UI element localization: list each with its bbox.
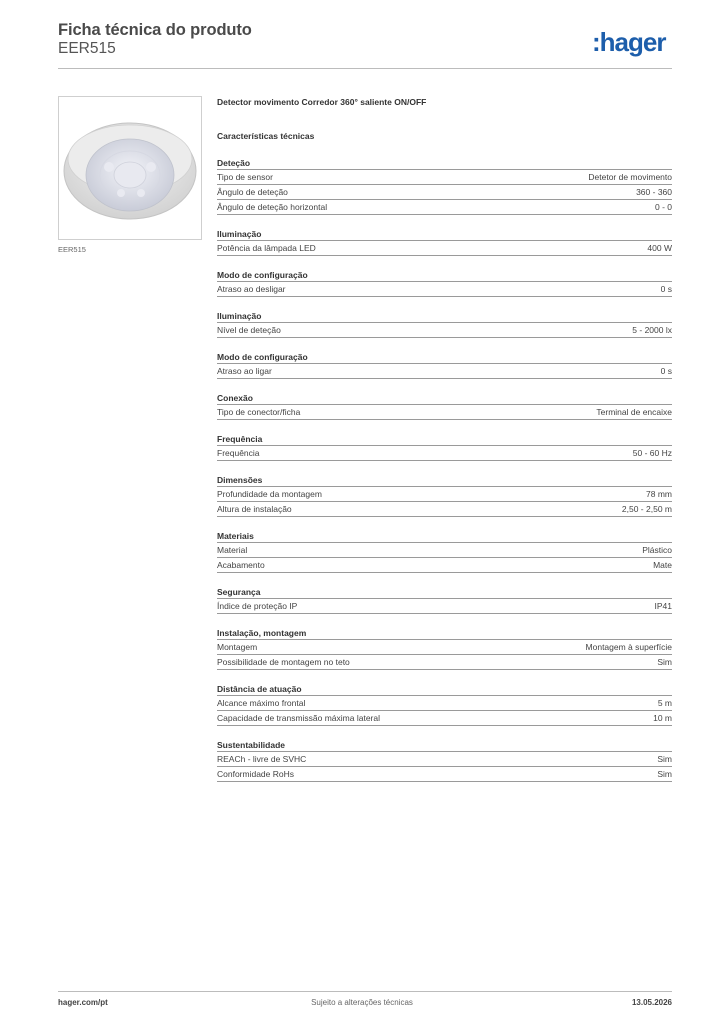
motion-detector-illustration	[59, 97, 201, 239]
spec-row	[217, 696, 672, 711]
spec-row	[217, 170, 672, 185]
spec-value: 50 - 60 Hz	[632, 448, 672, 458]
spec-row	[217, 752, 672, 767]
spec-label: Ângulo de deteção	[217, 187, 288, 197]
product-image	[58, 96, 202, 240]
spec-row	[217, 543, 672, 558]
spec-value: 5 - 2000 lx	[632, 325, 672, 335]
header-divider	[58, 68, 672, 69]
spec-row	[217, 640, 672, 655]
spec-value: 0 s	[660, 366, 672, 376]
spec-label: Altura de instalação	[217, 504, 292, 514]
spec-label: Capacidade de transmissão máxima lateral	[217, 713, 380, 723]
spec-label: Material	[217, 545, 248, 555]
spec-group-title: Distância de atuação	[217, 683, 672, 696]
spec-group	[217, 228, 672, 256]
spec-value: Detetor de movimento	[588, 172, 672, 182]
spec-row	[217, 599, 672, 614]
spec-row	[217, 405, 672, 420]
spec-label: Montagem	[217, 642, 258, 652]
spec-group-title: Segurança	[217, 586, 672, 599]
product-name: Detector movimento Corredor 360° saliente ON/OFF	[217, 97, 427, 107]
footer-divider	[58, 991, 672, 992]
spec-label: REACh - livre de SVHC	[217, 754, 307, 764]
product-code: EER515	[58, 40, 116, 57]
spec-group	[217, 530, 672, 573]
logo-text: hager	[599, 27, 666, 57]
spec-value: 2,50 - 2,50 m	[621, 504, 672, 514]
spec-row	[217, 241, 672, 256]
spec-group	[217, 433, 672, 461]
logo-colon-icon: :	[592, 27, 600, 57]
spec-value: Sim	[657, 657, 672, 667]
spec-row	[217, 185, 672, 200]
spec-group-title: Frequência	[217, 433, 672, 446]
spec-group-title: Materiais	[217, 530, 672, 543]
spec-group	[217, 269, 672, 297]
spec-label: Profundidade da montagem	[217, 489, 322, 499]
specs-title: Características técnicas	[217, 131, 315, 141]
spec-group-title: Conexão	[217, 392, 672, 405]
spec-label: Acabamento	[217, 560, 265, 570]
footer-notice: Sujeito a alterações técnicas	[311, 998, 413, 1007]
spec-value: Terminal de encaixe	[596, 407, 672, 417]
spec-row	[217, 767, 672, 782]
spec-value: Montagem à superfície	[585, 642, 672, 652]
spec-label: Tipo de conector/ficha	[217, 407, 301, 417]
spec-group	[217, 310, 672, 338]
spec-value: 78 mm	[646, 489, 672, 499]
image-caption: EER515	[58, 245, 86, 254]
spec-row	[217, 487, 672, 502]
spec-label: Alcance máximo frontal	[217, 698, 306, 708]
spec-group-title: Modo de configuração	[217, 269, 672, 282]
spec-value: 360 - 360	[636, 187, 672, 197]
spec-value: 10 m	[653, 713, 672, 723]
spec-group	[217, 351, 672, 379]
footer-website: hager.com/pt	[58, 998, 108, 1007]
spec-value: IP41	[654, 601, 672, 611]
spec-group	[217, 157, 672, 215]
spec-label: Índice de proteção IP	[217, 601, 298, 611]
spec-group-title: Instalação, montagem	[217, 627, 672, 640]
spec-label: Atraso ao desligar	[217, 284, 286, 294]
spec-value: Mate	[653, 560, 672, 570]
spec-label: Ângulo de deteção horizontal	[217, 202, 328, 212]
spec-value: 0 - 0	[654, 202, 672, 212]
spec-group	[217, 683, 672, 726]
spec-label: Possibilidade de montagem no teto	[217, 657, 350, 667]
footer-date: 13.05.2026	[631, 998, 672, 1007]
spec-groups	[217, 157, 672, 782]
spec-sheet	[217, 96, 672, 782]
spec-group	[217, 739, 672, 782]
spec-label: Nível de deteção	[217, 325, 281, 335]
spec-row	[217, 323, 672, 338]
spec-group-title: Iluminação	[217, 310, 672, 323]
spec-value: Plástico	[642, 545, 672, 555]
spec-row	[217, 558, 672, 573]
spec-row	[217, 364, 672, 379]
spec-label: Potência da lâmpada LED	[217, 243, 316, 253]
spec-row	[217, 446, 672, 461]
hager-logo	[592, 27, 665, 57]
spec-row	[217, 655, 672, 670]
spec-label: Frequência	[217, 448, 260, 458]
spec-group-title: Deteção	[217, 157, 672, 170]
spec-label: Tipo de sensor	[217, 172, 273, 182]
spec-value: 0 s	[660, 284, 672, 294]
spec-value: Sim	[657, 769, 672, 779]
spec-row	[217, 711, 672, 726]
spec-group	[217, 392, 672, 420]
spec-group	[217, 627, 672, 670]
spec-group-title: Modo de configuração	[217, 351, 672, 364]
spec-value: Sim	[657, 754, 672, 764]
spec-group	[217, 474, 672, 517]
spec-label: Atraso ao ligar	[217, 366, 272, 376]
spec-label: Conformidade RoHs	[217, 769, 295, 779]
page-title: Ficha técnica do produto	[58, 21, 252, 39]
spec-group-title: Dimensões	[217, 474, 672, 487]
spec-group	[217, 586, 672, 614]
spec-group-title: Sustentabilidade	[217, 739, 672, 752]
spec-group-title: Iluminação	[217, 228, 672, 241]
spec-row	[217, 502, 672, 517]
spec-value: 400 W	[647, 243, 672, 253]
spec-value: 5 m	[657, 698, 672, 708]
spec-row	[217, 200, 672, 215]
spec-row	[217, 282, 672, 297]
